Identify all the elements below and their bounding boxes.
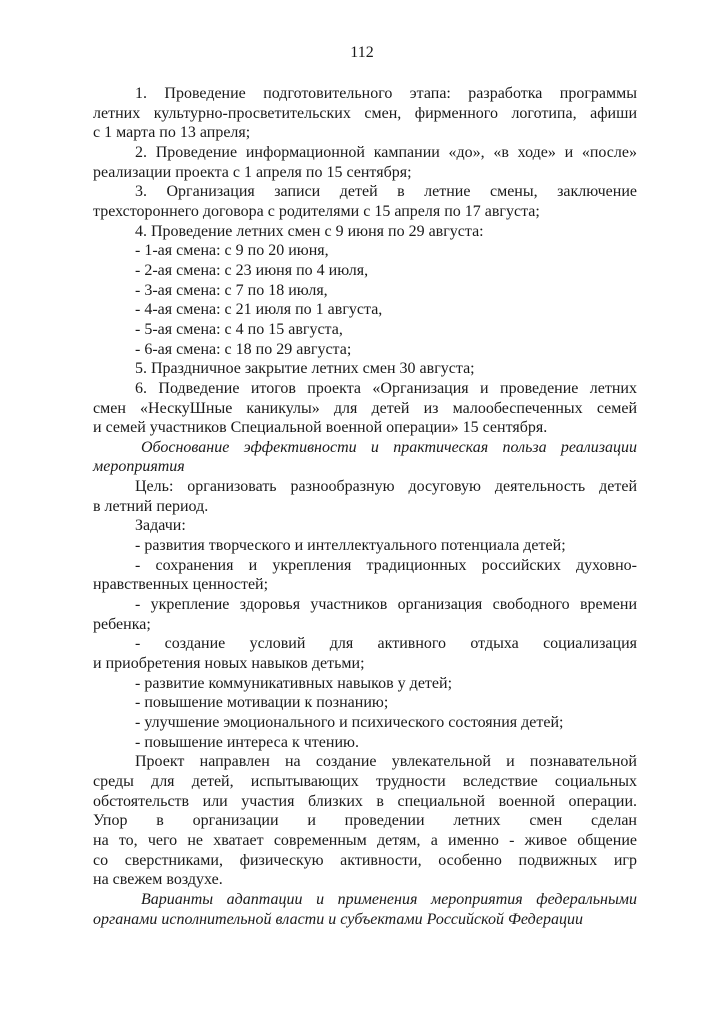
text-line: обстоятельств или участия близких в специальной военной операции. <box>93 792 637 810</box>
paragraph <box>93 84 637 143</box>
text-line: - 1-ая смена: с 9 по 20 июня, <box>135 242 329 260</box>
text-line: 6. Подведение итогов проекта «Организация и проведение летних <box>135 379 637 397</box>
text-line: - сохранения и укрепления традиционных российских духовно- <box>135 556 637 574</box>
text-line: - 3-ая смена: с 7 по 18 июля, <box>135 281 328 299</box>
paragraph-italic-heading <box>93 438 637 477</box>
text-line: Упор в организации и проведении летних смен сделан <box>93 812 637 830</box>
text-line: - повышение мотивации к познанию; <box>135 694 389 712</box>
text-line: - повышение интереса к чтению. <box>135 733 359 751</box>
paragraph <box>93 241 637 261</box>
text-line: на свежем воздухе. <box>93 871 223 889</box>
text-line: смен «НескуШные каникулы» для детей из малообеспеченных семей <box>93 399 637 417</box>
paragraph <box>93 143 637 182</box>
paragraph <box>93 222 637 242</box>
text-line: органами исполнительной власти и субъектами Российской Федерации <box>93 910 583 928</box>
paragraph <box>93 733 637 753</box>
text-line: на то, чего не хватает современным детям, а именно - живое общение <box>93 831 637 849</box>
text-line: - 6-ая смена: с 18 по 29 августа; <box>135 340 352 358</box>
text-line: и приобретения новых навыков детьми; <box>93 655 365 673</box>
paragraph <box>93 713 637 733</box>
text-line: - 2-ая смена: с 23 июня по 4 июля, <box>135 261 369 279</box>
paragraph <box>93 379 637 438</box>
text-line: с 1 марта по 13 апреля; <box>93 124 251 142</box>
text-line: летних культурно-просветительских смен, фирменного логотипа, афиши <box>93 104 637 122</box>
text-line: Цель: организовать разнообразную досуговую деятельность детей <box>135 478 637 496</box>
paragraph <box>93 182 637 221</box>
paragraph <box>93 556 637 595</box>
text-line: 3. Организация записи детей в летние смены, заключение <box>135 183 637 201</box>
text-line: Задачи: <box>135 517 186 535</box>
paragraph <box>93 340 637 360</box>
paragraph <box>93 595 637 634</box>
text-line: трехстороннего договора с родителями с 15 апреля по 17 августа; <box>93 202 540 220</box>
text-line: в летний период. <box>93 497 209 515</box>
text-line: нравственных ценностей; <box>93 576 269 594</box>
text-line: мероприятия <box>93 458 185 476</box>
paragraph <box>93 693 637 713</box>
text-line: Обоснование эффективности и практическая польза реализации <box>141 438 637 456</box>
paragraph <box>93 281 637 301</box>
page-number: 112 <box>350 44 374 61</box>
text-line: - создание условий для активного отдыха социализация <box>135 635 637 653</box>
text-line: Варианты адаптации и применения мероприятия федеральными <box>141 890 637 908</box>
text-line: ребенка; <box>93 615 151 633</box>
paragraph <box>93 516 637 536</box>
paragraph <box>93 300 637 320</box>
text-line: 1. Проведение подготовительного этапа: разработка программы <box>135 85 637 102</box>
text-line: реализации проекта с 1 апреля по 15 сентября; <box>93 163 412 181</box>
text-line: Проект направлен на создание увлекательной и познавательной <box>135 753 637 771</box>
paragraph <box>93 752 637 890</box>
text-line: - укрепление здоровья участников организация свободного времени <box>135 596 637 614</box>
text-line: 4. Проведение летних смен с 9 июня по 29 августа: <box>135 222 484 240</box>
text-line: - 5-ая смена: с 4 по 15 августа, <box>135 320 343 338</box>
paragraph <box>93 634 637 673</box>
paragraph <box>93 477 637 516</box>
text-line: - улучшение эмоционального и психического состояния детей; <box>135 714 564 731</box>
text-line: 2. Проведение информационной кампании «до», «в ходе» и «после» <box>135 143 637 161</box>
paragraph <box>93 359 637 379</box>
text-line: - 4-ая смена: с 21 июля по 1 августа, <box>135 301 383 319</box>
paragraph-italic-heading <box>93 890 637 929</box>
text-line: со сверстниками, физическую активности, особенно подвижных игр <box>93 851 637 869</box>
paragraph <box>93 674 637 694</box>
paragraph <box>93 536 637 556</box>
text-line: - развития творческого и интеллектуального потенциала детей; <box>135 537 566 555</box>
text-line: среды для детей, испытывающих трудности вследствие социальных <box>93 772 637 790</box>
text-line: - развитие коммуникативных навыков у детей; <box>135 674 453 692</box>
paragraph <box>93 320 637 340</box>
text-line: 5. Праздничное закрытие летних смен 30 августа; <box>135 360 475 378</box>
paragraph <box>93 261 637 281</box>
text-line: и семей участников Специальной военной операции» 15 сентября. <box>93 419 548 437</box>
page-body <box>93 84 637 929</box>
